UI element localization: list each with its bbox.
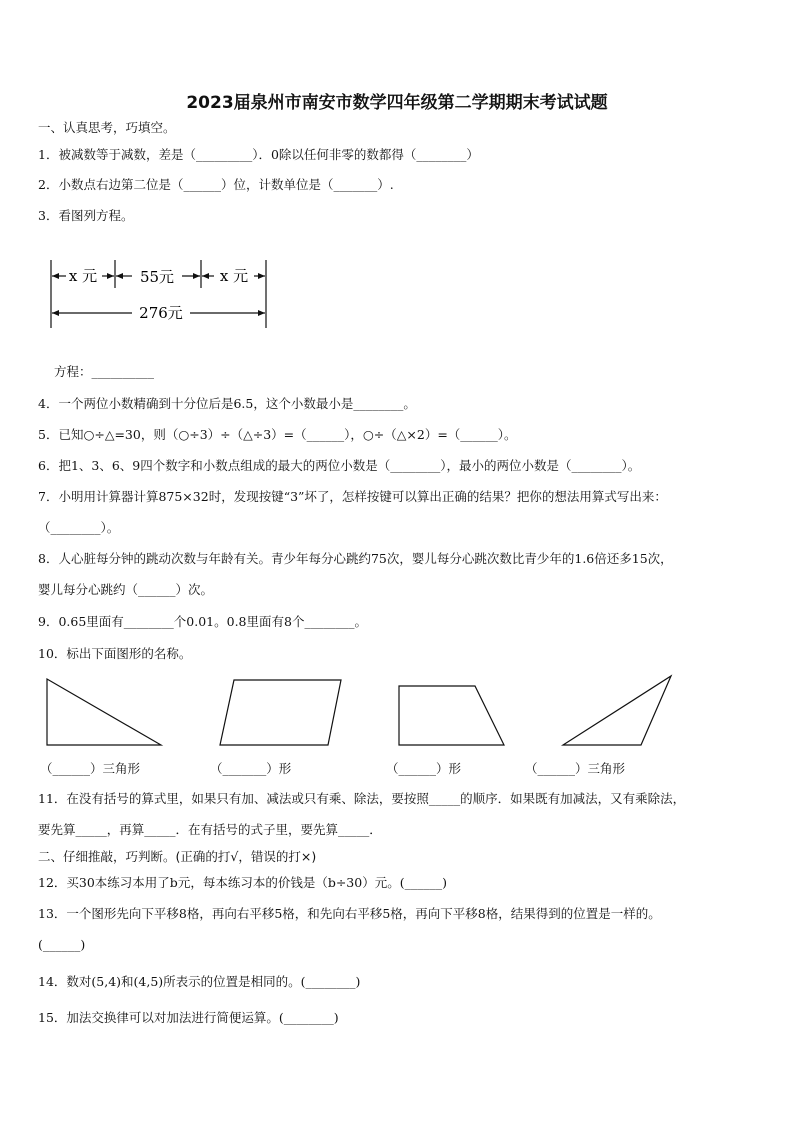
trapezoid-shape <box>392 672 512 752</box>
question-13-line-2: (______) <box>38 937 86 952</box>
segment-diagram <box>40 252 280 342</box>
shape-label-1: （______）三角形 <box>40 761 141 776</box>
question-10: 10．标出下面图形的名称。 <box>38 646 192 661</box>
equation-answer: 方程：__________ <box>54 364 155 379</box>
question-6: 6．把1、3、6、9四个数字和小数点组成的最大的两位小数是（________），最小的两位小数是（________）。 <box>38 458 641 473</box>
question-11-line-1: 11．在没有括号的算式里，如果只有加、减法或只有乘、除法，要按照_____的顺序．如果既有加减法，又有乘除法， <box>38 791 686 806</box>
shape-label-3: （______）形 <box>386 761 462 776</box>
question-9: 9．0.65里面有________个0.01。0.8里面有8个________。 <box>38 614 367 629</box>
question-4: 4．一个两位小数精确到十分位后是6.5，这个小数最小是________。 <box>38 396 416 411</box>
question-12: 12．买30本练习本用了b元，每本练习本的价钱是（b÷30）元。(______) <box>38 875 447 890</box>
question-8-line-1: 8．人心脏每分钟的跳动次数与年龄有关。青少年每分心跳约75次，婴儿每分心跳次数比青少年的1.6倍还多15次， <box>38 551 673 566</box>
section-1-heading: 一、认真思考，巧填空。 <box>38 120 176 135</box>
question-11-line-2: 要先算_____，再算_____．在有括号的式子里，要先算_____． <box>38 822 382 837</box>
page-title: 2023届泉州市南安市数学四年级第二学期期末考试试题 <box>186 93 608 113</box>
question-8-line-2: 婴儿每分心跳约（______）次。 <box>38 582 214 597</box>
obtuse-triangle-shape <box>560 672 690 752</box>
segment-x-left-label: x 元 <box>68 267 98 285</box>
question-5: 5．已知○÷△=30，则（○÷3）÷（△÷3）=（______），○÷（△×2）=（______）。 <box>38 427 517 442</box>
question-13-line-1: 13．一个图形先向下平移8格，再向右平移5格，和先向右平移5格，再向下平移8格，结果得到的位置是一样的。 <box>38 906 661 921</box>
section-2-heading: 二、仔细推敲，巧判断。(正确的打√，错误的打×) <box>38 849 317 864</box>
right-triangle-shape <box>40 672 170 752</box>
segment-55-label: 55元 <box>139 268 175 286</box>
question-1: 1．被减数等于减数，差是（_________）．0除以任何非零的数都得（________） <box>38 147 479 162</box>
question-7-line-2: （________）。 <box>38 520 120 535</box>
segment-total-label: 276元 <box>139 304 183 322</box>
shape-label-2: （_______）形 <box>210 761 292 776</box>
question-14: 14．数对(5,4)和(4,5)所表示的位置是相同的。(________) <box>38 974 361 989</box>
question-3: 3．看图列方程。 <box>38 208 134 223</box>
question-7-line-1: 7．小明用计算器计算875×32时，发现按键“3”坏了，怎样按键可以算出正确的结果？把你的想法用算式写出来： <box>38 489 667 504</box>
question-2: 2．小数点右边第二位是（______）位，计数单位是（_______）. <box>38 177 394 192</box>
shape-label-4: （______）三角形 <box>525 761 626 776</box>
question-15: 15．加法交换律可以对加法进行简便运算。(________) <box>38 1010 339 1025</box>
parallelogram-shape <box>214 672 344 752</box>
segment-x-right-label: x 元 <box>219 267 249 285</box>
